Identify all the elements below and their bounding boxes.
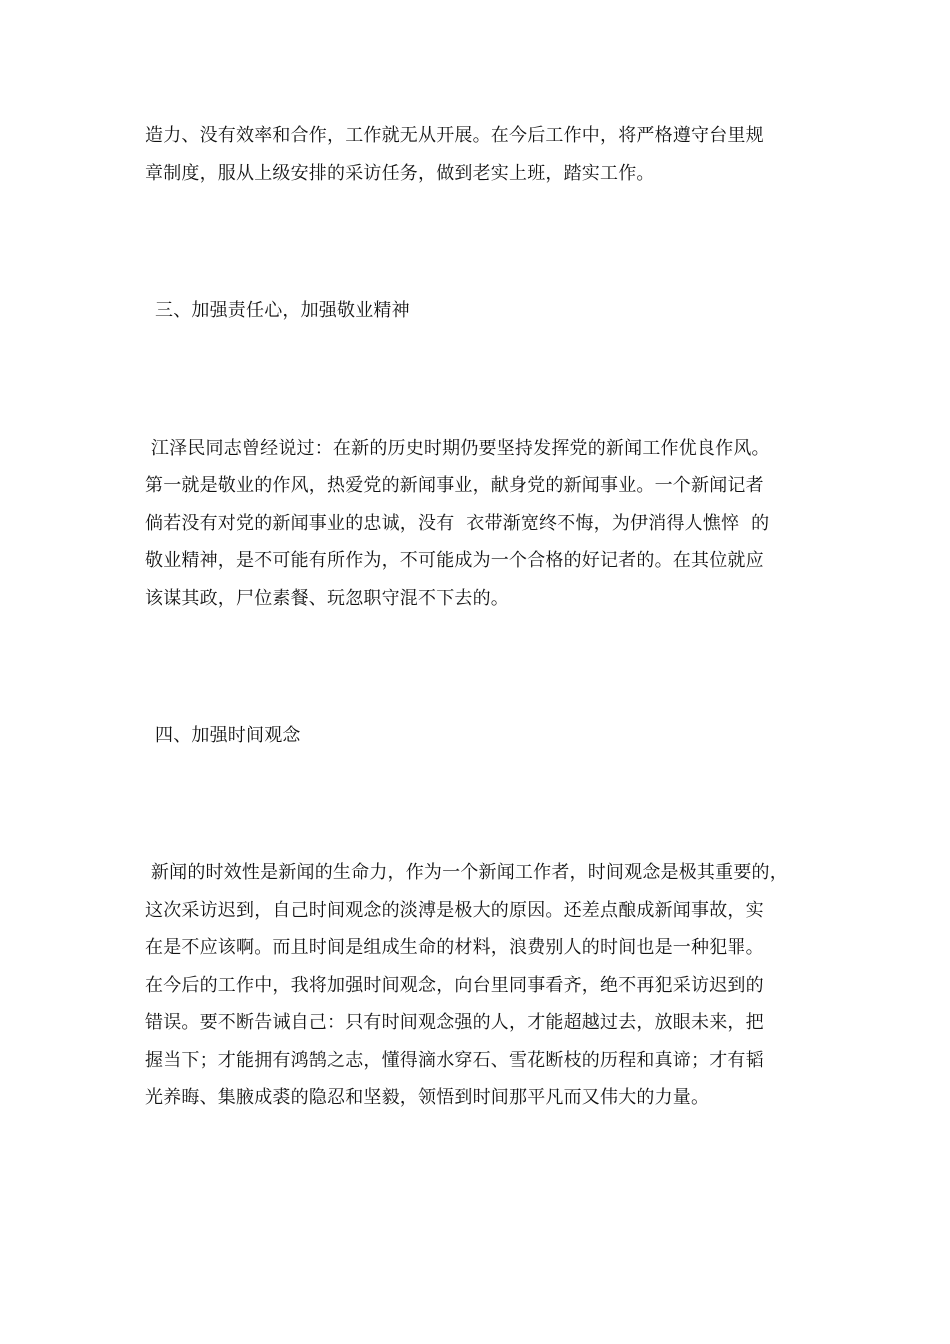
paragraph-line: 第一就是敬业的作风，热爱党的新闻事业，献身党的新闻事业。一个新闻记者 bbox=[145, 475, 764, 496]
paragraph-line: 江泽民同志曾经说过：在新的历史时期仍要坚持发挥党的新闻工作优良作风。 bbox=[145, 438, 770, 459]
paragraph-line: 新闻的时效性是新闻的生命力，作为一个新闻工作者，时间观念是极其重要的， bbox=[145, 862, 788, 883]
paragraph-line: 该谋其政，尸位素餐、玩忽职守混不下去的。 bbox=[145, 588, 509, 609]
paragraph-line: 造力、没有效率和合作，工作就无从开展。在今后工作中，将严格遵守台里规 bbox=[145, 125, 764, 146]
paragraph-line: 这次采访迟到，自己时间观念的淡溥是极大的原因。还差点酿成新闻事故，实 bbox=[145, 900, 764, 921]
paragraph-line: 章制度，服从上级安排的采访任务，做到老实上班，踏实工作。 bbox=[145, 163, 655, 184]
paragraph-line: 敬业精神，是不可能有所作为，不可能成为一个合格的好记者的。在其位就应 bbox=[145, 550, 764, 571]
paragraph-line: 错误。要不断告诫自己：只有时间观念强的人，才能超越过去，放眼未来，把 bbox=[145, 1012, 764, 1033]
paragraph-line: 在是不应该啊。而且时间是组成生命的材料，浪费别人的时间也是一种犯罪。 bbox=[145, 937, 764, 958]
paragraph-line: 在今后的工作中，我将加强时间观念，向台里同事看齐，绝不再犯采访迟到的 bbox=[145, 975, 764, 996]
paragraph-line: 光养晦、集腋成裘的隐忍和坚毅，领悟到时间那平凡而又伟大的力量。 bbox=[145, 1087, 710, 1108]
paragraph-line: 倘若没有对党的新闻事业的忠诚，没有 衣带渐宽终不悔，为伊消得人憔悴 的 bbox=[145, 513, 770, 534]
paragraph-line: 握当下；才能拥有鸿鹄之志，懂得滴水穿石、雪花断枝的历程和真谛；才有韬 bbox=[145, 1050, 764, 1071]
section-heading-3: 三、加强责任心，加强敬业精神 bbox=[155, 300, 410, 321]
section-heading-4: 四、加强时间观念 bbox=[155, 725, 301, 746]
